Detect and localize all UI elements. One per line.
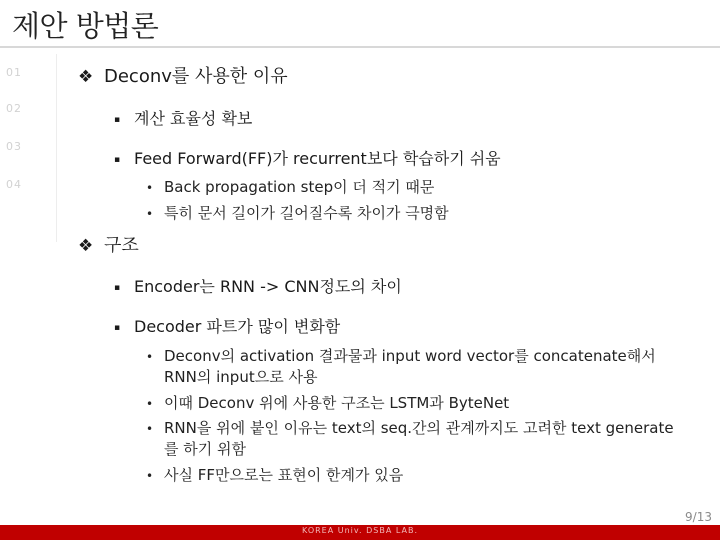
diamond-bullet-icon: ❖ (78, 236, 94, 256)
side-nav-item-4: 04 (6, 178, 22, 191)
list-item (114, 314, 340, 337)
diamond-bullet-icon: ❖ (78, 67, 94, 87)
square-bullet-icon: ▪ (114, 283, 121, 293)
square-bullet-icon: ▪ (114, 115, 121, 125)
sub-list-item (146, 202, 449, 223)
sub-list-item (146, 392, 509, 413)
page-number: 9/13 (685, 510, 712, 524)
side-nav-divider (56, 54, 57, 242)
footer-bar (0, 525, 720, 540)
section-heading (78, 231, 139, 257)
sub-list-item-text: Back propagation step이 더 적기 때문 (164, 178, 435, 196)
sub-list-item-text: RNN을 위에 붙인 이유는 text의 seq.간의 관계까지도 고려한 text generate (164, 419, 674, 437)
dot-bullet-icon: • (146, 397, 154, 411)
sub-list-item (146, 176, 434, 197)
list-item (114, 274, 402, 297)
sub-list-item-continuation: 를 하기 위함 (164, 440, 246, 458)
list-item (114, 146, 501, 169)
side-nav-item-1: 01 (6, 66, 22, 79)
dot-bullet-icon: • (146, 350, 154, 364)
list-item-text: 계산 효율성 확보 (134, 109, 253, 128)
section-heading-text: Deconv를 사용한 이유 (104, 66, 288, 87)
side-nav-item-2: 02 (6, 102, 22, 115)
sub-list-item (146, 464, 403, 485)
list-item-text: Decoder 파트가 많이 변화함 (134, 317, 341, 336)
side-nav-item-3: 03 (6, 140, 22, 153)
list-item (114, 106, 252, 129)
dot-bullet-icon: • (146, 207, 154, 221)
sub-list-item-text: 특히 문서 길이가 길어질수록 차이가 극명함 (164, 204, 449, 222)
square-bullet-icon: ▪ (114, 155, 121, 165)
square-bullet-icon: ▪ (114, 323, 121, 333)
sub-list-item (146, 345, 656, 366)
list-item-text: Encoder는 RNN -> CNN정도의 차이 (134, 277, 402, 296)
dot-bullet-icon: • (146, 422, 154, 436)
sub-list-item-text: 사실 FF만으로는 표현이 한계가 있음 (164, 466, 404, 484)
section-heading (78, 62, 288, 88)
sub-list-item-continuation: RNN의 input으로 사용 (164, 368, 318, 386)
sub-list-item (146, 417, 674, 438)
footer-text: KOREA Univ. DSBA LAB. (302, 526, 418, 535)
list-item-text: Feed Forward(FF)가 recurrent보다 학습하기 쉬움 (134, 149, 501, 168)
dot-bullet-icon: • (146, 181, 154, 195)
slide-title: 제안 방법론 (12, 9, 159, 43)
dot-bullet-icon: • (146, 469, 154, 483)
section-heading-text: 구조 (104, 235, 139, 256)
sub-list-item-text: 이때 Deconv 위에 사용한 구조는 LSTM과 ByteNet (164, 394, 510, 412)
title-divider (0, 46, 720, 48)
sub-list-item-text: Deconv의 activation 결과물과 input word vector를 concatenate해서 (164, 347, 656, 365)
